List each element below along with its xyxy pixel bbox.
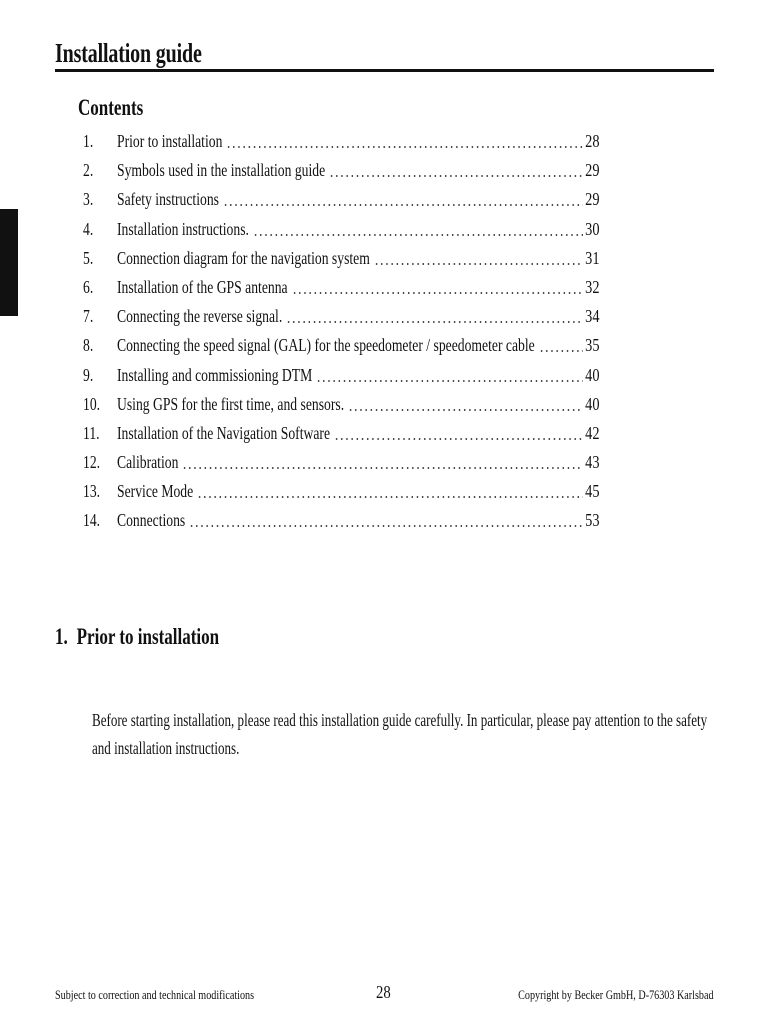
- contents-heading: Contents: [78, 95, 144, 120]
- toc-item-page: 29: [584, 185, 599, 214]
- toc-item[interactable]: [83, 156, 603, 185]
- toc-item-number: 5.: [83, 247, 94, 268]
- toc-item-title: Connection diagram for the navigation system: [117, 247, 370, 268]
- toc-item-page: 28: [584, 127, 599, 156]
- footer-page-number: 28: [376, 982, 391, 1002]
- section-number: 1.: [55, 624, 68, 649]
- body-paragraph: Before starting installation, please read this installation guide carefully. In particular, please pay attention to the safety and installation instructions.: [92, 709, 708, 758]
- toc-item-page: 34: [584, 302, 599, 331]
- toc-item-number: 10.: [83, 393, 101, 414]
- toc-item[interactable]: [83, 185, 603, 214]
- page-title: Installation guide: [55, 38, 202, 68]
- toc-leader-dots: [226, 146, 583, 148]
- toc-item-title: Connections: [117, 510, 186, 531]
- footer-disclaimer: Subject to correction and technical modifications: [55, 987, 255, 1002]
- toc-item-title: Using GPS for the first time, and sensors.: [117, 393, 345, 414]
- toc-leader-dots: [539, 350, 583, 352]
- toc-item-number: 14.: [83, 510, 101, 531]
- table-of-contents: [83, 127, 603, 536]
- toc-leader-dots: [329, 175, 583, 177]
- toc-item-title: Connecting the reverse signal.: [117, 306, 283, 327]
- toc-item-page: 42: [584, 419, 599, 448]
- toc-item-title: Prior to installation: [117, 131, 223, 151]
- toc-leader-dots: [292, 292, 583, 294]
- section-title: Prior to installation: [76, 624, 220, 649]
- toc-item[interactable]: [83, 273, 603, 302]
- toc-leader-dots: [374, 263, 583, 265]
- toc-leader-dots: [316, 380, 583, 382]
- toc-item-page: 43: [584, 448, 599, 477]
- chapter-tab-marker: [0, 209, 18, 316]
- toc-item-number: 8.: [83, 335, 94, 356]
- toc-item-number: 2.: [83, 160, 94, 181]
- toc-item-page: 45: [584, 477, 599, 506]
- toc-item-title: Installation instructions.: [117, 218, 249, 239]
- toc-item-page: 35: [584, 331, 599, 360]
- toc-item-title: Installation of the GPS antenna: [117, 276, 288, 297]
- toc-item-number: 4.: [83, 218, 94, 239]
- toc-item[interactable]: [83, 331, 603, 360]
- toc-item-page: 32: [584, 273, 599, 302]
- toc-item-page: 29: [584, 156, 599, 185]
- toc-leader-dots: [286, 321, 583, 323]
- toc-item-page: 31: [584, 244, 599, 273]
- toc-item-number: 1.: [83, 131, 94, 151]
- toc-item-number: 13.: [83, 481, 101, 502]
- toc-item[interactable]: [83, 244, 603, 273]
- toc-item-title: Connecting the speed signal (GAL) for the speedometer / speedometer cable: [117, 335, 535, 356]
- toc-item-number: 9.: [83, 364, 94, 385]
- toc-item[interactable]: [83, 477, 603, 506]
- toc-item-title: Installing and commissioning DTM: [117, 364, 313, 385]
- footer-copyright: Copyright by Becker GmbH, D-76303 Karlsbad: [518, 987, 714, 1002]
- toc-leader-dots: [197, 496, 583, 498]
- toc-item-title: Installation of the Navigation Software: [117, 422, 331, 443]
- toc-item[interactable]: [83, 419, 603, 448]
- toc-item-page: 40: [584, 361, 599, 390]
- toc-leader-dots: [223, 204, 583, 206]
- toc-leader-dots: [182, 467, 583, 469]
- toc-item-page: 30: [584, 215, 599, 244]
- toc-leader-dots: [189, 525, 583, 527]
- toc-item[interactable]: [83, 215, 603, 244]
- toc-item-title: Service Mode: [117, 481, 194, 502]
- toc-item[interactable]: [83, 302, 603, 331]
- toc-item-page: 53: [584, 506, 599, 535]
- toc-item[interactable]: [83, 127, 603, 156]
- toc-leader-dots: [253, 234, 583, 236]
- toc-leader-dots: [334, 438, 583, 440]
- title-rule: [55, 69, 714, 72]
- toc-item[interactable]: [83, 390, 603, 419]
- toc-item-title: Symbols used in the installation guide: [117, 160, 326, 181]
- toc-item-title: Safety instructions: [117, 189, 219, 210]
- toc-item-number: 3.: [83, 189, 94, 210]
- toc-item[interactable]: [83, 361, 603, 390]
- toc-item-number: 12.: [83, 452, 101, 473]
- toc-item-number: 7.: [83, 306, 94, 327]
- toc-item[interactable]: [83, 506, 603, 535]
- toc-item-page: 40: [584, 390, 599, 419]
- toc-item-title: Calibration: [117, 452, 179, 473]
- section-heading: [55, 624, 219, 650]
- toc-leader-dots: [348, 409, 583, 411]
- toc-item-number: 6.: [83, 276, 94, 297]
- toc-item-number: 11.: [83, 422, 100, 443]
- toc-item[interactable]: [83, 448, 603, 477]
